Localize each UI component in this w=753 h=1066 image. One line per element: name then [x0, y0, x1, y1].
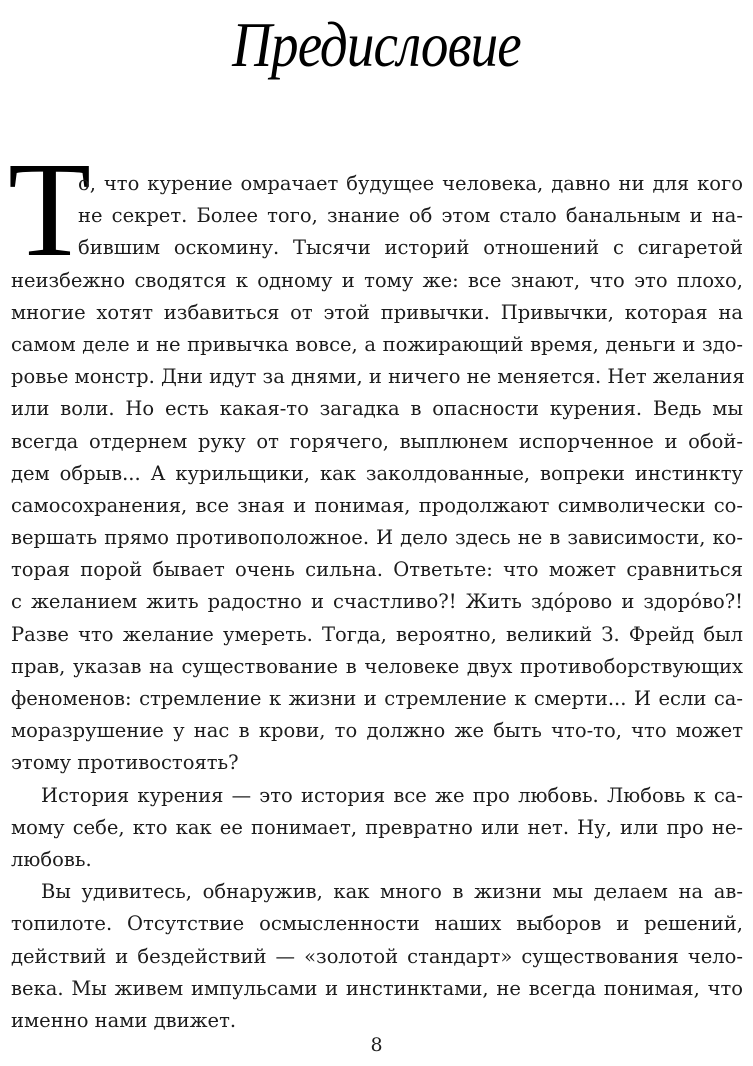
text-line: торая порой бывает очень сильна. Ответьте: что может сравниться: [11, 558, 743, 582]
text-line: бившим оскомину. Тысячи историй отношений с сигаретой: [78, 236, 743, 260]
body-text: [11, 168, 743, 1037]
text-line: самосохранения, все зная и понимая, продолжают символически со-: [11, 493, 743, 517]
drop-cap: Т: [8, 135, 92, 285]
text-line: ровье монстр. Дни идут за днями, и ничего не меняется. Нет желания: [11, 365, 745, 389]
text-line: мому себе, кто как ее понимает, превратно или нет. Ну, или про не-: [11, 815, 743, 839]
text-line: этому противостоять?: [11, 751, 239, 775]
text-line: неизбежно сводятся к одному и тому же: все знают, что это плохо,: [11, 268, 743, 292]
paragraph-2: [11, 780, 743, 877]
paragraph-3: [11, 876, 743, 1037]
text-line: История курения — это история все же про любовь. Любовь к са-: [41, 783, 743, 807]
chapter-title: Предисловие: [232, 9, 521, 80]
text-line: феноменов: стремление к жизни и стремление к смерти... И если са-: [11, 687, 743, 710]
text-line: Разве что желание умереть. Тогда, вероятно, великий З. Фрейд был: [11, 622, 743, 646]
text-line: или воли. Но есть какая-то загадка в опасности курения. Ведь мы: [11, 397, 743, 421]
paragraph-1: [11, 168, 743, 780]
text-line: с желанием жить радостно и счастливо?! Жить здо́рово и здоро́во?!: [11, 590, 743, 614]
text-line: дем обрыв... А курильщики, как заколдованные, вопреки инстинкту: [11, 461, 743, 485]
text-line: именно нами движет.: [11, 1008, 237, 1032]
text-line: Вы удивитесь, обнаружив, как много в жизни мы делаем на ав-: [41, 880, 743, 904]
text-line: самом деле и не привычка вовсе, а пожирающий время, деньги и здо-: [11, 332, 743, 356]
text-line: всегда отдернем руку от горячего, выплюнем испорченное и обой-: [11, 429, 743, 453]
text-line: многие хотят избавиться от этой привычки. Привычки, которая на: [11, 300, 743, 324]
text-line: моразрушение у нас в крови, то должно же быть что-то, что может: [11, 719, 743, 743]
text-line: вершать прямо противоположное. И дело здесь не в зависимости, ко-: [11, 526, 743, 550]
text-line: топилоте. Отсутствие осмысленности наших выборов и решений,: [11, 912, 743, 936]
text-line: века. Мы живем импульсами и инстинктами, не всегда понимая, что: [11, 976, 743, 1000]
text-line: не секрет. Более того, знание об этом стало банальным и на-: [78, 204, 743, 228]
page-number: 8: [370, 1034, 383, 1056]
text-line: о, что курение омрачает будущее человека, давно ни для кого: [78, 172, 743, 195]
text-line: любовь.: [11, 847, 92, 871]
text-line: действий и бездействий — «золотой стандарт» существования чело-: [11, 944, 743, 968]
text-line: прав, указав на существование в человеке двух противоборствующих: [11, 654, 743, 678]
